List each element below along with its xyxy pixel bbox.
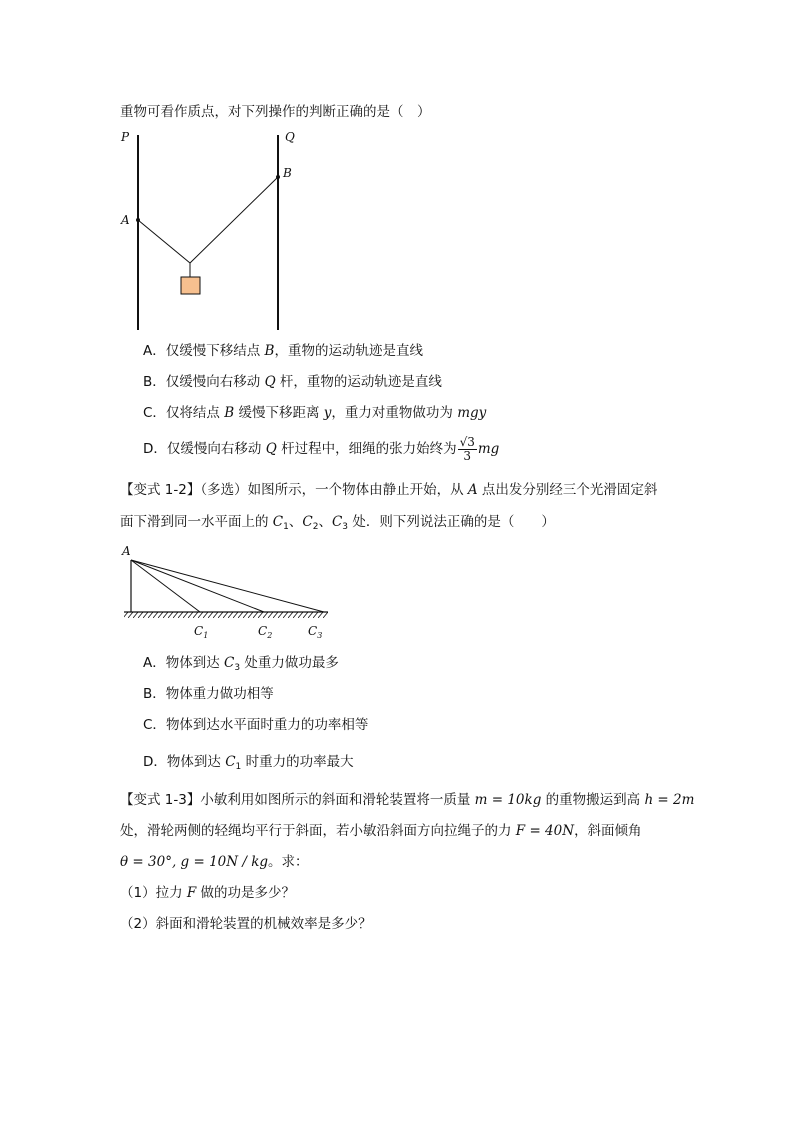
fig2-label-c1: $C_1$ [194,624,209,640]
weight-block [181,277,200,294]
q3-line1: 【变式 1-3】小敏利用如图所示的斜面和滑轮装置将一质量 m = 10kg 的重物搬运到高 h = 2m [120,792,695,808]
figure-three-inclines [118,540,338,645]
label-p: P [121,130,130,144]
label-a: A [121,213,130,227]
fraction-sqrt3-over-3: $\frac{√3}{3}$ [459,434,475,463]
q3-line3: θ = 30°, g = 10N / kg。求： [120,854,309,870]
label-b: B [283,166,292,180]
ground-hatch [124,612,328,618]
fig2-label-a: A [122,544,131,558]
rope-left [138,220,190,263]
q1-option-c[interactable]: C．仅将结点 B 缓慢下移距离 y，重力对重物做功为 mgy [143,405,487,421]
q2-option-b[interactable]: B．物体重力做功相等 [143,686,274,702]
rope-right [190,177,278,263]
fig2-label-c2: $C_2$ [258,624,273,640]
q2-line2: 面下滑到同一水平面上的 $C_1$、$C_2$、$C_3$ 处．则下列说法正确的是（ ） [120,514,555,532]
fig2-label-c3: $C_3$ [308,624,323,640]
q2-line1: 【变式 1-2】（多选）如图所示，一个物体由静止开始，从 A 点出发分别经三个光滑固定斜 [120,482,658,498]
q2-option-d[interactable]: D．物体到达 $C_1$ 时重力的功率最大 [143,754,354,772]
q1-option-b[interactable]: B．仅缓慢向右移动 Q 杆，重物的运动轨迹是直线 [143,374,442,390]
figure-two-poles [115,125,315,337]
incline-c2 [131,560,264,612]
q2-option-a[interactable]: A．物体到达 $C_3$ 处重力做功最多 [143,655,339,673]
q1-option-d[interactable]: D．仅缓慢向右移动 Q 杆过程中，细绳的张力始终为 $\frac{√3}{3}$ mg [143,434,500,463]
q3-line2: 处，滑轮两侧的轻绳均平行于斜面，若小敏沿斜面方向拉绳子的力 F = 40N，斜面倾角 [120,823,642,839]
label-q: Q [285,130,295,144]
q2-option-c[interactable]: C．物体到达水平面时重力的功率相等 [143,717,369,733]
q1-option-a[interactable]: A．仅缓慢下移结点 B，重物的运动轨迹是直线 [143,343,423,359]
incline-c1 [131,560,200,612]
q1-intro: 重物可看作质点，对下列操作的判断正确的是（ ） [120,104,431,120]
q3-sub1: （1）拉力 F 做的功是多少？ [120,885,296,901]
q3-sub2: （2）斜面和滑轮装置的机械效率是多少？ [120,916,372,932]
incline-c3 [131,560,324,612]
